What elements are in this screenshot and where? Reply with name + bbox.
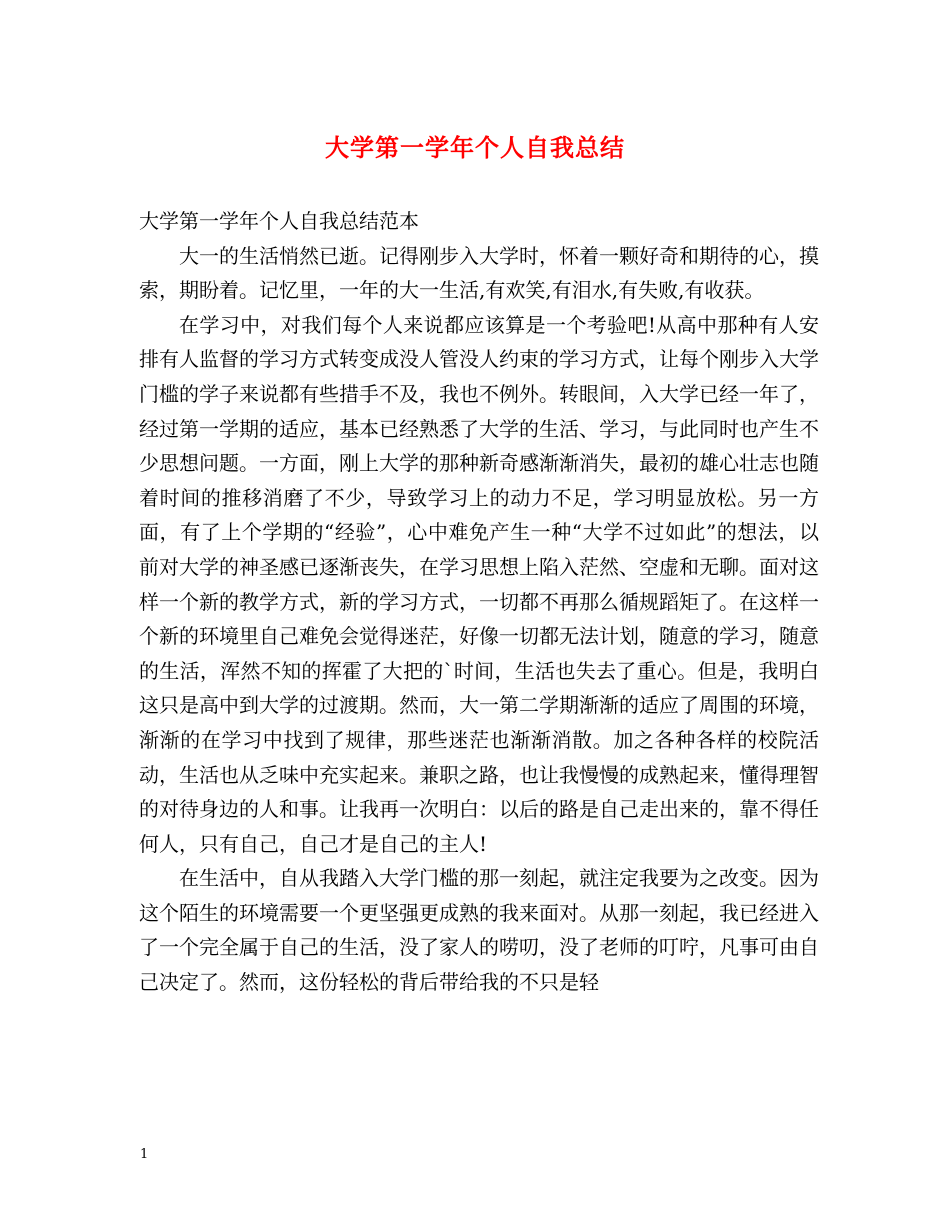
- paragraph-intro: 大一的生活悄然已逝。记得刚步入大学时，怀着一颗好奇和期待的心，摸索，期盼着。记忆里，一年的大一生活,有欢笑,有泪水,有失败,有收获。: [139, 243, 819, 303]
- paragraph-study: 在学习中，对我们每个人来说都应该算是一个考验吧!从高中那种有人安排有人监督的学习方式转变成没人管没人约束的学习方式，让每个刚步入大学门槛的学子来说都有些措手不及，我也不例外。转眼间，入大学已经一年了，经过第一学期的适应，基本已经熟悉了大学的生活、学习，与此同时也产生不少思想问题。一方面，刚上大学的那种新奇感渐渐消失，最初的雄心壮志也随着时间的推移消磨了不少，导致学习上的动力不足，学习明显放松。另一方面，有了上个学期的“经验”，心中难免产生一种“大学不过如此”的想法，以前对大学的神圣感已逐渐丧失，在学习思想上陷入茫然、空虚和无聊。面对这样一个新的教学方式，新的学习方式，一切都不再那么循规蹈矩了。在这样一个新的环境里自己难免会觉得迷茫，好像一切都无法计划，随意的学习，随意的生活，浑然不知的挥霍了大把的`时间，生活也失去了重心。但是，我明白这只是高中到大学的过渡期。然而，大一第二学期渐渐的适应了周围的环境，渐渐的在学习中找到了规律，那些迷茫也渐渐消散。加之各种各样的校院活动，生活也从乏味中充实起来。兼职之路，也让我慢慢的成熟起来，懂得理智的对待身边的人和事。让我再一次明白：以后的路是自己走出来的，靠不得任何人，只有自己，自己才是自己的主人!: [139, 312, 819, 856]
- page-number: 1: [140, 1147, 149, 1162]
- paragraph-life: 在生活中，自从我踏入大学门槛的那一刻起，就注定我要为之改变。因为这个陌生的环境需要一个更坚强更成熟的我来面对。从那一刻起，我已经进入了一个完全属于自己的生活，没了家人的唠叨，没了老师的叮咛，凡事可由自己决定了。然而，这份轻松的背后带给我的不只是轻: [139, 866, 819, 995]
- document-title: 大学第一学年个人自我总结: [325, 133, 625, 162]
- document-body: [139, 204, 819, 1000]
- document-subtitle: 大学第一学年个人自我总结范本: [139, 209, 419, 233]
